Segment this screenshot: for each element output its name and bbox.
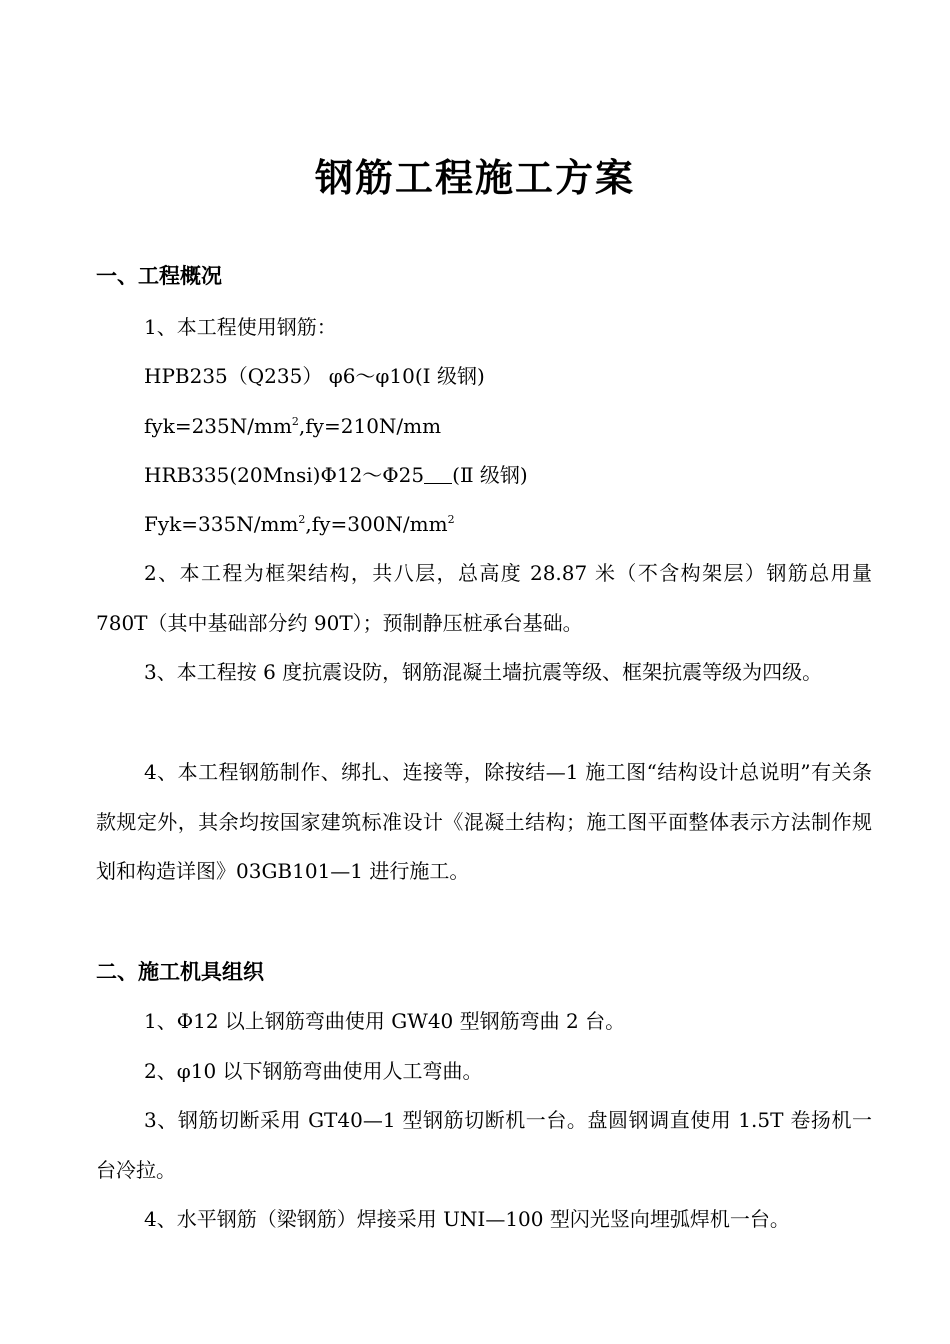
- overview-item-2: 2、本工程为框架结构，共八层，总高度 28.87 米（不含构架层）钢筋总用量 780T（其中基础部分约 90T）；预制静压桩承台基础。: [96, 561, 872, 635]
- document-title: 钢筋工程施工方案: [314, 156, 635, 200]
- machinery-item-3: 3、钢筋切断采用 GT40—1 型钢筋切断机一台。盘圆钢调直使用 1.5T 卷扬机一台冷拉。: [96, 1108, 872, 1182]
- machinery-item-1: 1、Φ12 以上钢筋弯曲使用 GW40 型钢筋弯曲 2 台。: [144, 1009, 626, 1033]
- machinery-item-2: 2、φ10 以下钢筋弯曲使用人工弯曲。: [144, 1059, 483, 1083]
- superscript: 2: [447, 513, 455, 526]
- steel-spec-hrb335: [144, 460, 528, 490]
- strength-text: fyk=235N/mm: [144, 414, 292, 438]
- superscript: 2: [298, 513, 306, 526]
- overview-item-3: 3、本工程按 6 度抗震设防，钢筋混凝土墙抗震等级、框架抗震等级为四级。: [144, 660, 823, 684]
- steel-strength-hpb235: [144, 411, 441, 441]
- superscript: 2: [291, 415, 299, 428]
- strength-text: ,fy=210N/mm: [298, 414, 442, 438]
- overview-item-1: 1、本工程使用钢筋：: [144, 315, 337, 339]
- section-heading-machinery: 二、施工机具组织: [96, 960, 264, 984]
- spec-text: HRB335(20Mnsi)Φ12～Φ25: [144, 463, 425, 487]
- section-heading-overview: 一、工程概况: [96, 264, 222, 288]
- steel-spec-hpb235: HPB235（Q235） φ6～φ10(Ⅰ 级钢): [144, 364, 485, 388]
- machinery-item-4: 4、水平钢筋（梁钢筋）焊接采用 UNI—100 型闪光竖向埋弧焊机一台。: [144, 1207, 790, 1231]
- overview-item-4: 4、本工程钢筋制作、绑扎、连接等，除按结—1 施工图“结构设计总说明”有关条款规定外，其余均按国家建筑标准设计《混凝土结构；施工图平面整体表示方法制作规划和构造详图》03GB101—1 进行施工。: [96, 760, 872, 883]
- strength-text: Fyk=335N/mm: [144, 512, 299, 536]
- spec-text: (Ⅱ 级钢): [452, 463, 528, 487]
- blank-underline: [424, 465, 452, 484]
- steel-strength-hrb335: [144, 509, 455, 539]
- strength-text: ,fy=300N/mm: [305, 512, 448, 536]
